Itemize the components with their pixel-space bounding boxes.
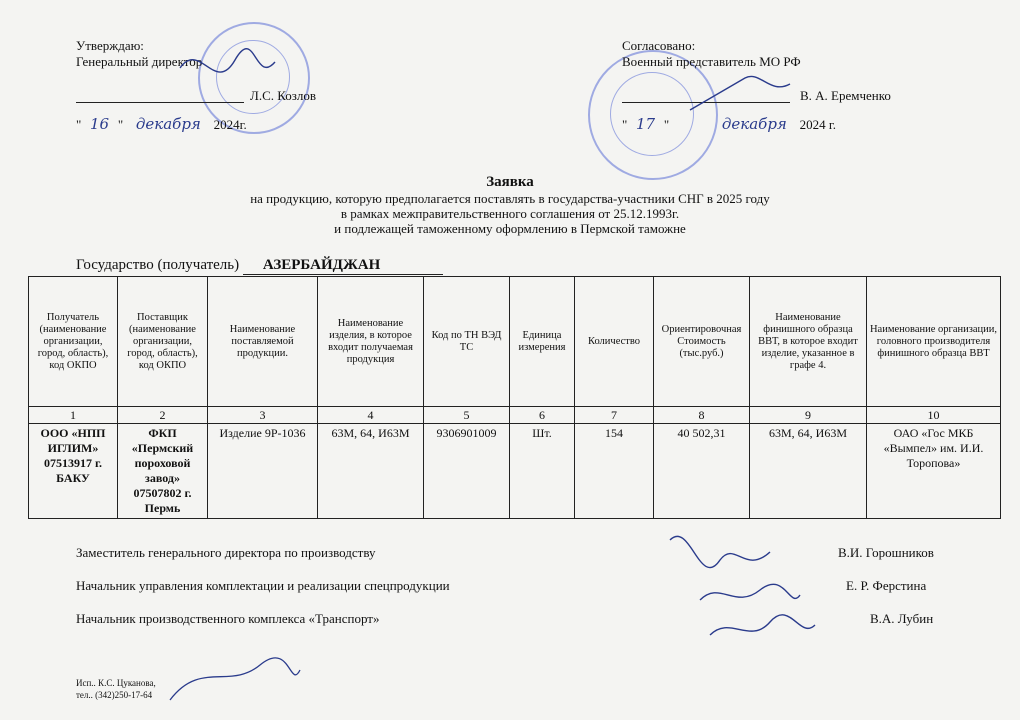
agree-name: В. А. Еремченко bbox=[800, 88, 891, 103]
header-recipient: Получатель (наименование организации, город, область), код ОКПО bbox=[29, 277, 118, 407]
approve-date-quote-close: " bbox=[117, 117, 124, 132]
cell-head-manufacturer: ОАО «Гос МКБ «Вымпел» им. И.И. Торопова» bbox=[867, 424, 1001, 519]
header-supplier: Поставщик (наименование организации, город, область), код ОКПО bbox=[118, 277, 208, 407]
signature-name-1: В.И. Горошников bbox=[838, 545, 934, 560]
state-value: АЗЕРБАЙДЖАН bbox=[243, 257, 443, 275]
signature-name-2: Е. Р. Ферстина bbox=[846, 578, 927, 593]
cell-tn-ved-code: 9306901009 bbox=[424, 424, 510, 519]
header-item-name: Наименование изделия, в которое входит получаемая продукция bbox=[318, 277, 424, 407]
header-tn-ved-code: Код по ТН ВЭД ТС bbox=[424, 277, 510, 407]
cell-item-name: 63М, 64, И63М bbox=[318, 424, 424, 519]
agree-signature-scribble bbox=[690, 76, 790, 110]
col-number: 2 bbox=[118, 407, 208, 424]
agree-position: Военный представитель МО РФ bbox=[622, 54, 801, 69]
signature-scribble-2 bbox=[700, 584, 800, 600]
state-label: Государство (получатель) bbox=[76, 257, 240, 273]
signature-name-3: В.А. Лубин bbox=[870, 611, 934, 626]
agree-date-year: 2024 г. bbox=[799, 117, 836, 132]
header-head-manufacturer: Наименование организации, головного производителя финишного образца ВВТ bbox=[867, 277, 1001, 407]
col-number: 3 bbox=[208, 407, 318, 424]
executor-signature-scribble bbox=[170, 658, 300, 700]
cell-quantity: 154 bbox=[575, 424, 654, 519]
cell-finish-sample: 63М, 64, И63М bbox=[750, 424, 867, 519]
col-number: 9 bbox=[750, 407, 867, 424]
col-number: 1 bbox=[29, 407, 118, 424]
cell-unit: Шт. bbox=[510, 424, 575, 519]
col-number: 7 bbox=[575, 407, 654, 424]
agree-date-day: 17 bbox=[636, 115, 656, 133]
header-product-name: Наименование поставляемой продукции. bbox=[208, 277, 318, 407]
agree-label: Согласовано: bbox=[622, 38, 696, 53]
approve-signature-scribble bbox=[180, 49, 275, 72]
approve-name: Л.С. Козлов bbox=[250, 88, 317, 103]
title-main: Заявка bbox=[486, 174, 534, 190]
agree-date-month: декабря bbox=[721, 115, 787, 133]
executor-line-2: тел.. (342)250-17-64 bbox=[76, 690, 153, 700]
title-line-3: и подлежащей таможенному оформлению в Пермской таможне bbox=[334, 221, 686, 236]
header-unit: Единица измерения bbox=[510, 277, 575, 407]
cell-product-name: Изделие 9Р-1036 bbox=[208, 424, 318, 519]
col-number: 10 bbox=[867, 407, 1001, 424]
approve-date-year: 2024г. bbox=[213, 117, 247, 132]
agree-date-quote-open: " bbox=[622, 117, 628, 132]
header-quantity: Количество bbox=[575, 277, 654, 407]
signature-position-2: Начальник управления комплектации и реализации спецпродукции bbox=[76, 578, 450, 593]
cell-supplier: ФКП «Пермский пороховой завод» 07507802 г. Пермь bbox=[118, 424, 208, 519]
col-number: 5 bbox=[424, 407, 510, 424]
approve-label: Утверждаю: bbox=[76, 38, 144, 53]
header-cost: Ориентировочная Стоимость (тыс.руб.) bbox=[654, 277, 750, 407]
signature-position-1: Заместитель генерального директора по производству bbox=[76, 545, 376, 560]
cell-recipient: ООО «НПП ИГЛИМ» 07513917 г. БАКУ bbox=[29, 424, 118, 519]
col-number: 8 bbox=[654, 407, 750, 424]
signature-position-3: Начальник производственного комплекса «Транспорт» bbox=[76, 611, 380, 626]
approve-date-day: 16 bbox=[90, 115, 110, 133]
approve-date-month: декабря bbox=[135, 115, 201, 133]
signature-scribble-1 bbox=[670, 536, 770, 567]
header-finish-sample: Наименование финишного образца ВВТ, в которое входит изделие, указанное в графе 4. bbox=[750, 277, 867, 407]
cell-cost: 40 502,31 bbox=[654, 424, 750, 519]
approve-date-quote-open: " bbox=[76, 117, 82, 132]
signature-scribble-3 bbox=[710, 615, 815, 635]
executor-line-1: Исп.. К.С. Цуканова, bbox=[76, 678, 156, 688]
title-line-1: на продукцию, которую предполагается поставлять в государства-участники СНГ в 2025 году bbox=[250, 191, 770, 206]
col-number: 4 bbox=[318, 407, 424, 424]
agree-date-quote-close: " bbox=[663, 117, 670, 132]
approve-position: Генеральный директор bbox=[76, 54, 203, 69]
col-number: 6 bbox=[510, 407, 575, 424]
title-line-2: в рамках межправительственного соглашения от 25.12.1993г. bbox=[340, 206, 680, 221]
